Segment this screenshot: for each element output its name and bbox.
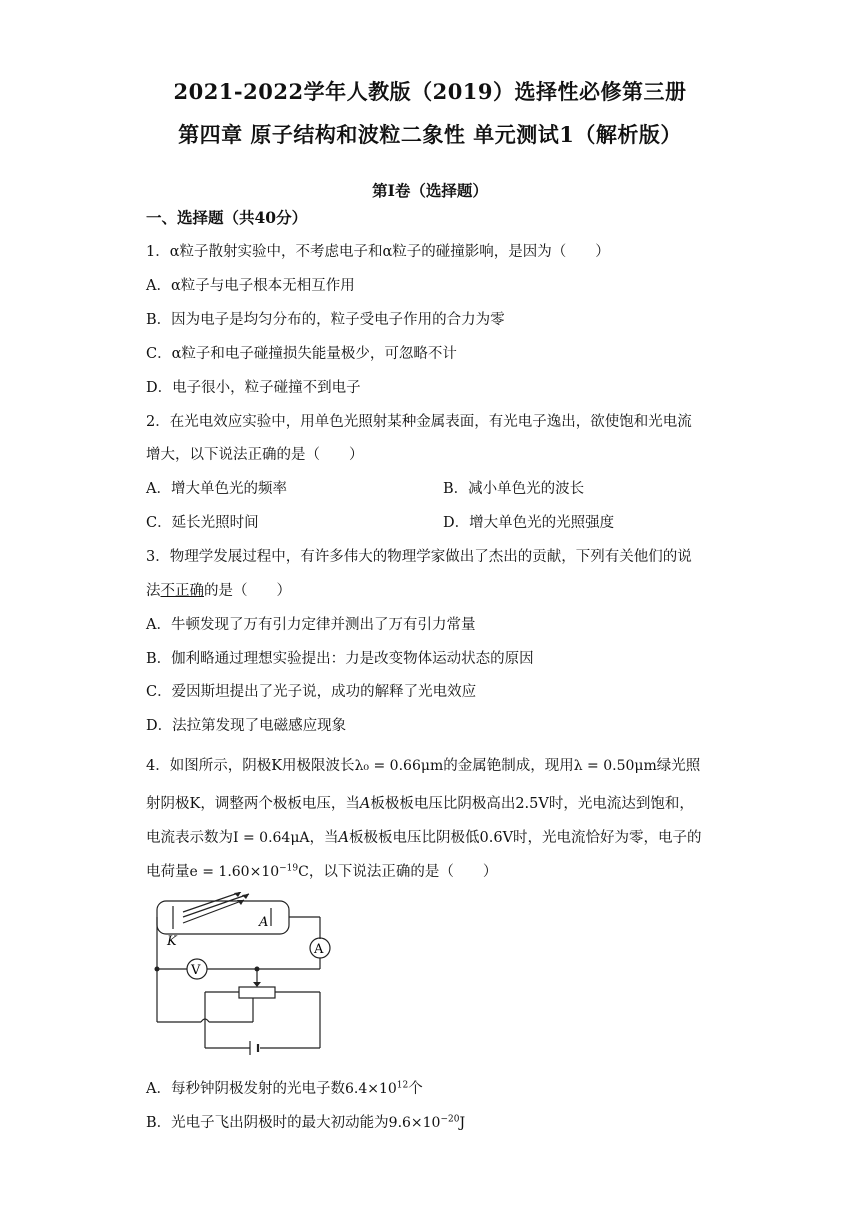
- label-k: K: [167, 934, 177, 949]
- q4-text: 射阴极K，调整两个极板电压，当: [146, 796, 360, 812]
- q3-option-b: B．伽利略通过理想实验提出：力是改变物体运动状态的原因: [146, 651, 534, 667]
- part-title: 第Ⅰ卷（选择题）: [372, 181, 488, 200]
- q1-option-d: D．电子很小，粒子碰撞不到电子: [146, 380, 361, 396]
- q4-formula-charge: [190, 864, 309, 880]
- q3-stem-line2: [146, 579, 291, 600]
- q3-option-a: A．牛顿发现了万有引力定律并测出了万有引力常量: [146, 617, 476, 633]
- exam-title-line1: 2021-2022学年人教版（2019）选择性必修第三册: [173, 79, 687, 104]
- q4-charge-unit: C: [298, 864, 309, 880]
- slider-arrow: [253, 982, 261, 987]
- section-title: 一、选择题（共40分）: [146, 208, 308, 227]
- q4-option-b-exponent: −20: [440, 1114, 460, 1125]
- q1-option-c: C．α粒子和电子碰撞损失能量极少，可忽略不计: [146, 346, 457, 362]
- q4-text: 的金属铯制成，现用: [443, 758, 574, 774]
- q4-option-b-unit: J: [459, 1115, 466, 1131]
- q1-stem: 1．α粒子散射实验中，不考虑电子和α粒子的碰撞影响，是因为（ ）: [146, 244, 610, 260]
- q4-option-a: [146, 1077, 423, 1098]
- junction-dot: [155, 967, 160, 972]
- q4-text: 电荷量: [146, 864, 190, 880]
- q4-text: ，当: [309, 830, 339, 846]
- q4-option-a-unit: 个: [408, 1081, 423, 1097]
- q3-option-d: D．法拉第发现了电磁感应现象: [146, 718, 347, 734]
- q4-text: 绿光照: [656, 758, 701, 774]
- q4-option-b: [146, 1111, 465, 1132]
- voltmeter-label: V: [191, 963, 201, 978]
- q2-option-d: D．增大单色光的光照强度: [443, 515, 615, 531]
- photoelectric-circuit-diagram: [145, 892, 335, 1062]
- q3-stem-post: 的是（ ）: [204, 583, 291, 599]
- q3-option-c: C．爱因斯坦提出了光子说，成功的解释了光电效应: [146, 684, 477, 700]
- q2-stem-line1: 2．在光电效应实验中，用单色光照射某种金属表面，有光电子逸出，欲使饱和光电流: [146, 414, 692, 430]
- q4-option-b-text: B．光电子飞出阴极时的最大初动能为: [146, 1115, 389, 1131]
- q4-text: 板极板电压比阴极低0.6V时，光电流恰好为零，电子的: [349, 830, 702, 846]
- junction-dot: [255, 967, 260, 972]
- q1-option-a: A．α粒子与电子根本无相互作用: [146, 278, 355, 294]
- light-ray: [183, 892, 241, 912]
- vacuum-tube: [157, 901, 289, 934]
- q2-option-a: A．增大单色光的频率: [146, 481, 287, 497]
- q3-stem-pre: 法: [146, 583, 161, 599]
- q1-option-b: B．因为电子是均匀分布的，粒子受电子作用的合力为零: [146, 312, 505, 328]
- q4-option-b-value: [389, 1115, 465, 1131]
- q2-option-c: C．延长光照时间: [146, 515, 259, 531]
- q4-option-a-text: A．每秒钟阴极发射的光电子数: [146, 1081, 345, 1097]
- q4-formula-lambda: λ = 0.50μm: [573, 758, 657, 774]
- q4-formula-current: I = 0.64μA: [233, 830, 310, 846]
- rheostat: [239, 987, 275, 998]
- q4-stem-line2: [146, 792, 694, 813]
- q4-charge-exponent: −19: [279, 863, 299, 874]
- label-a-plate: A: [259, 915, 269, 930]
- q4-text: 电流表示数为: [146, 830, 233, 846]
- q2-stem-line2: 增大，以下说法正确的是（ ）: [146, 447, 364, 463]
- q3-stem-line1: 3．物理学发展过程中，有许多伟大的物理学家做出了杰出的贡献，下列有关他们的说: [146, 549, 692, 565]
- q4-option-a-value: [345, 1081, 408, 1097]
- q4-formula-lambda0: λ₀ = 0.66μm: [354, 758, 444, 774]
- light-ray: [183, 900, 244, 923]
- q4-plate-a: A: [359, 796, 371, 812]
- exam-title-line2: 第四章 原子结构和波粒二象性 单元测试1（解析版）: [178, 122, 682, 147]
- q4-text: 板极板电压比阴极高出2.5V时，光电流达到饱和，: [370, 796, 694, 812]
- q4-stem-line4: [146, 860, 497, 881]
- q4-stem-line3: [146, 826, 702, 847]
- q4-text: ，以下说法正确的是（ ）: [308, 864, 498, 880]
- q4-stem-line1: [146, 754, 700, 775]
- q4-option-a-exponent: 12: [396, 1080, 409, 1091]
- q4-option-a-base: 6.4×10: [344, 1081, 397, 1097]
- q4-option-b-base: 9.6×10: [388, 1115, 441, 1131]
- ammeter-label: A: [314, 942, 324, 957]
- q4-plate-a: A: [338, 830, 350, 846]
- q4-charge-base: e = 1.60×10: [189, 864, 280, 880]
- light-ray: [183, 894, 249, 917]
- q3-underlined-text: 不正确: [160, 583, 204, 599]
- q4-text: 4．如图所示，阴极K用极限波长: [146, 758, 355, 774]
- q2-option-b: B．减小单色光的波长: [443, 481, 585, 497]
